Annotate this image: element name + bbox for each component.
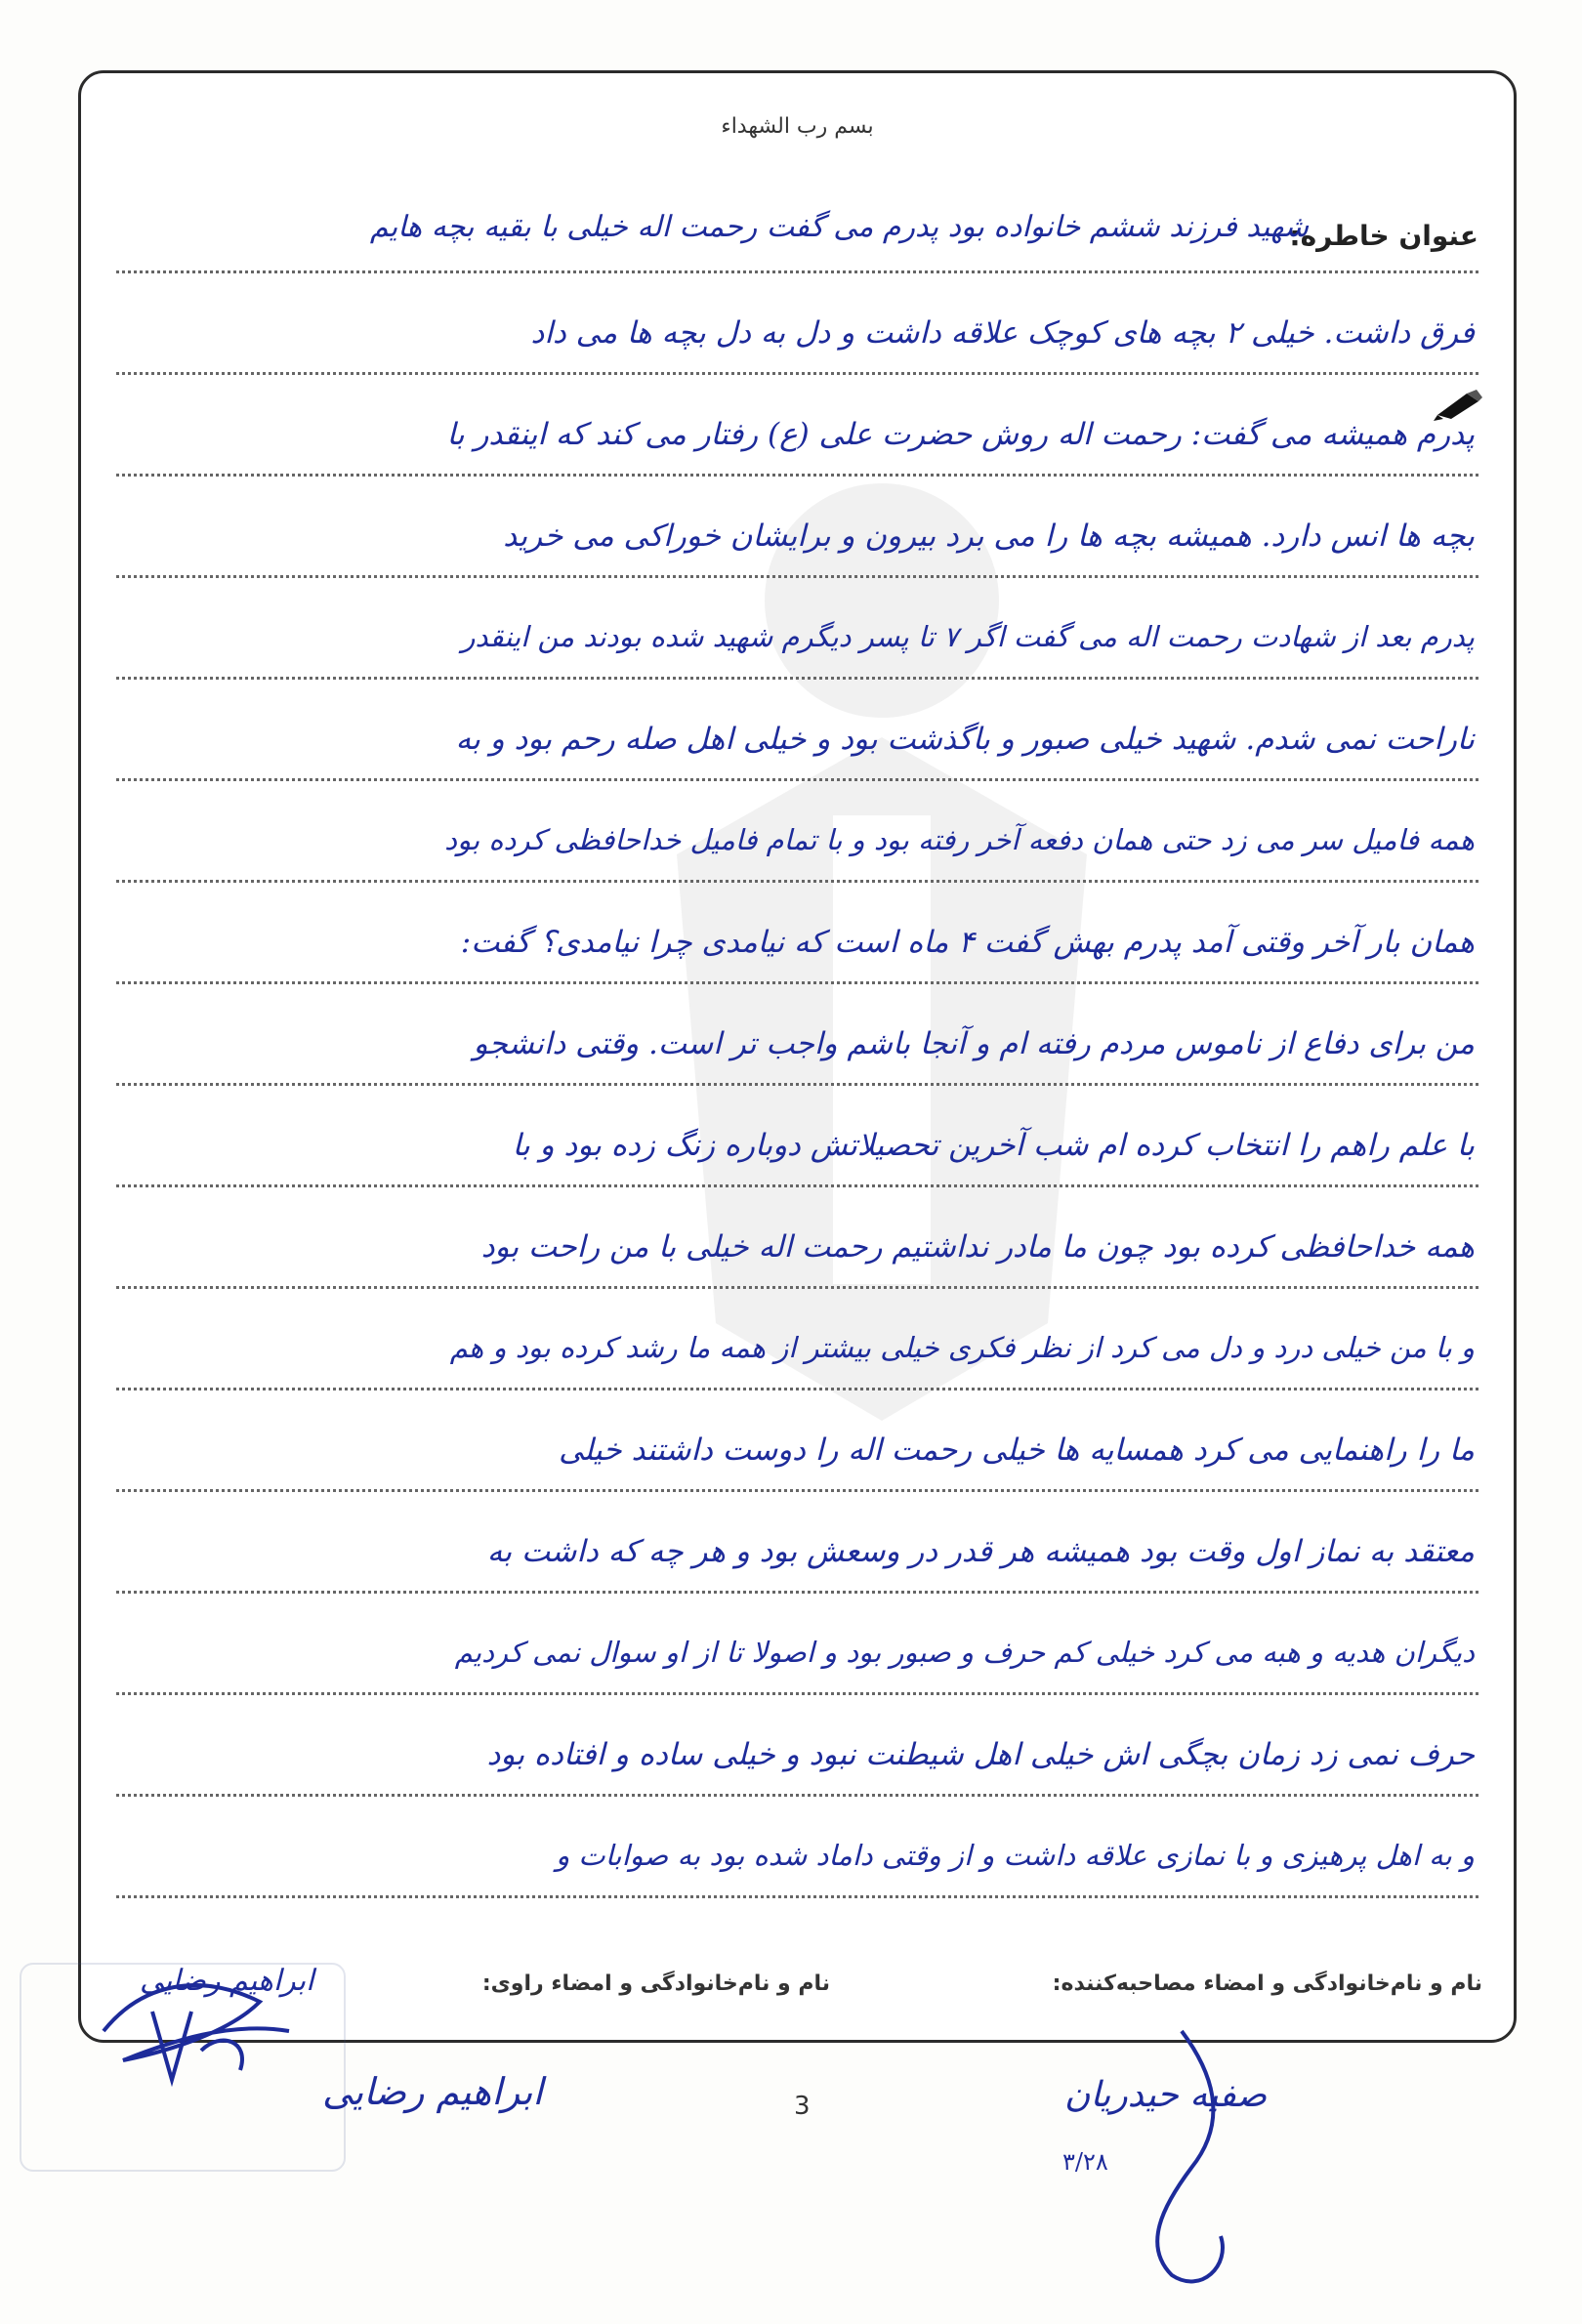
date-mark: ۳/۲۸ — [1062, 2148, 1108, 2176]
handwritten-line: ما را راهنمایی می کرد همسایه ها خیلی رحمت اله را دوست داشتند خیلی — [559, 1432, 1475, 1468]
memory-title-label: عنوان خاطره: — [1289, 220, 1478, 252]
ruled-line — [116, 768, 1478, 781]
ruled-line — [116, 1073, 1478, 1086]
page-number: 3 — [794, 2092, 811, 2121]
ruled-line — [116, 1378, 1478, 1390]
form-frame — [78, 70, 1517, 2043]
narrator-signature-label: نام و نام‌خانوادگی و امضاء راوی: — [481, 1971, 830, 1996]
ruled-line — [116, 1175, 1478, 1187]
handwritten-line: همه خداحافظی کرده بود چون ما مادر نداشتیم رحمت اله خیلی با من راحت بود — [480, 1229, 1475, 1265]
interviewer-signature-label: نام و نام‌خانوادگی و امضاء مصاحبه‌کننده: — [1052, 1971, 1482, 1996]
handwritten-line: ناراحت نمی شدم. شهید خیلی صبور و باگذشت بود و خیلی اهل صله رحم بود و به — [455, 722, 1475, 757]
handwritten-line: دیگران هدیه و هبه می کرد خیلی کم حرف و صبور بود و اصولا تا از او سوال نمی کردیم — [454, 1636, 1475, 1669]
ruled-line — [116, 464, 1478, 477]
ruled-line — [116, 1784, 1478, 1797]
ruled-line — [116, 870, 1478, 883]
ruled-line — [116, 261, 1478, 273]
interviewer-signed-name: صفیه حیدریان — [1064, 2075, 1268, 2115]
handwritten-line: با علم راهم را انتخاب کرده ام شب آخرین تحصیلاتش دوباره زنگ زده بود و با — [512, 1128, 1475, 1163]
handwritten-line: حرف نمی زد زمان بچگی اش خیلی اهل شیطنت نبود و خیلی ساده و افتاده بود — [486, 1737, 1475, 1772]
ruled-line — [116, 565, 1478, 578]
handwritten-line: معتقد به نماز اول وقت بود همیشه هر قدر در وسعش بود و هر چه که داشت به — [486, 1534, 1475, 1569]
handwritten-line: همه فامیل سر می زد حتی همان دفعه آخر رفته بود و با تمام فامیل خداحافظی کرده بود — [444, 823, 1475, 856]
handwritten-line: و به اهل پرهیزی و با نمازی علاقه داشت و از وقتی داماد شده بود به صوابات و — [556, 1839, 1475, 1872]
handwritten-line: پدرم همیشه می گفت: رحمت اله روش حضرت علی (ع) رفتار می کند که اینقدر با — [446, 417, 1475, 452]
handwritten-line: من برای دفاع از ناموس مردم رفته ام و آنجا باشم واجب تر است. وقتی دانشجو — [473, 1026, 1475, 1061]
narrator-name-below: ابراهیم رضایی — [322, 2070, 543, 2113]
ruled-line — [116, 1886, 1478, 1898]
handwritten-line: شهید فرزند ششم خانواده بود پدرم می گفت رحمت اله خیلی با بقیه بچه هایم — [369, 210, 1309, 244]
handwritten-line: و با من خیلی درد و دل می کرد از نظر فکری خیلی بیشتر از همه ما رشد کرده بود و هم — [449, 1331, 1475, 1364]
ruled-line — [116, 1581, 1478, 1594]
ruled-line — [116, 362, 1478, 375]
ruled-line — [116, 972, 1478, 984]
ruled-line — [116, 667, 1478, 680]
handwritten-line: همان بار آخر وقتی آمد پدرم بهش گفت ۴ ماه است که نیامدی چرا نیامدی؟ گفت: — [460, 925, 1475, 960]
handwritten-line: بچه ها انس دارد. همیشه بچه ها را می برد بیرون و برایشان خوراکی می خرید — [503, 519, 1475, 554]
ruled-line — [116, 1276, 1478, 1289]
page-header: بسم رب الشهداء — [721, 114, 874, 139]
ruled-line — [116, 1479, 1478, 1492]
handwritten-line: پدرم بعد از شهادت رحمت اله می گفت اگر ۷ تا پسر دیگرم شهید شده بودند من اینقدر — [461, 620, 1475, 653]
narrator-signed-name: ابراهیم رضایی — [140, 1964, 314, 1998]
handwritten-line: فرق داشت. خیلی ۲ بچه های کوچک علاقه داشت و دل به دل بچه ها می داد — [530, 315, 1475, 351]
ruled-line — [116, 1682, 1478, 1695]
narrator-signature-scribble — [84, 1943, 318, 2090]
